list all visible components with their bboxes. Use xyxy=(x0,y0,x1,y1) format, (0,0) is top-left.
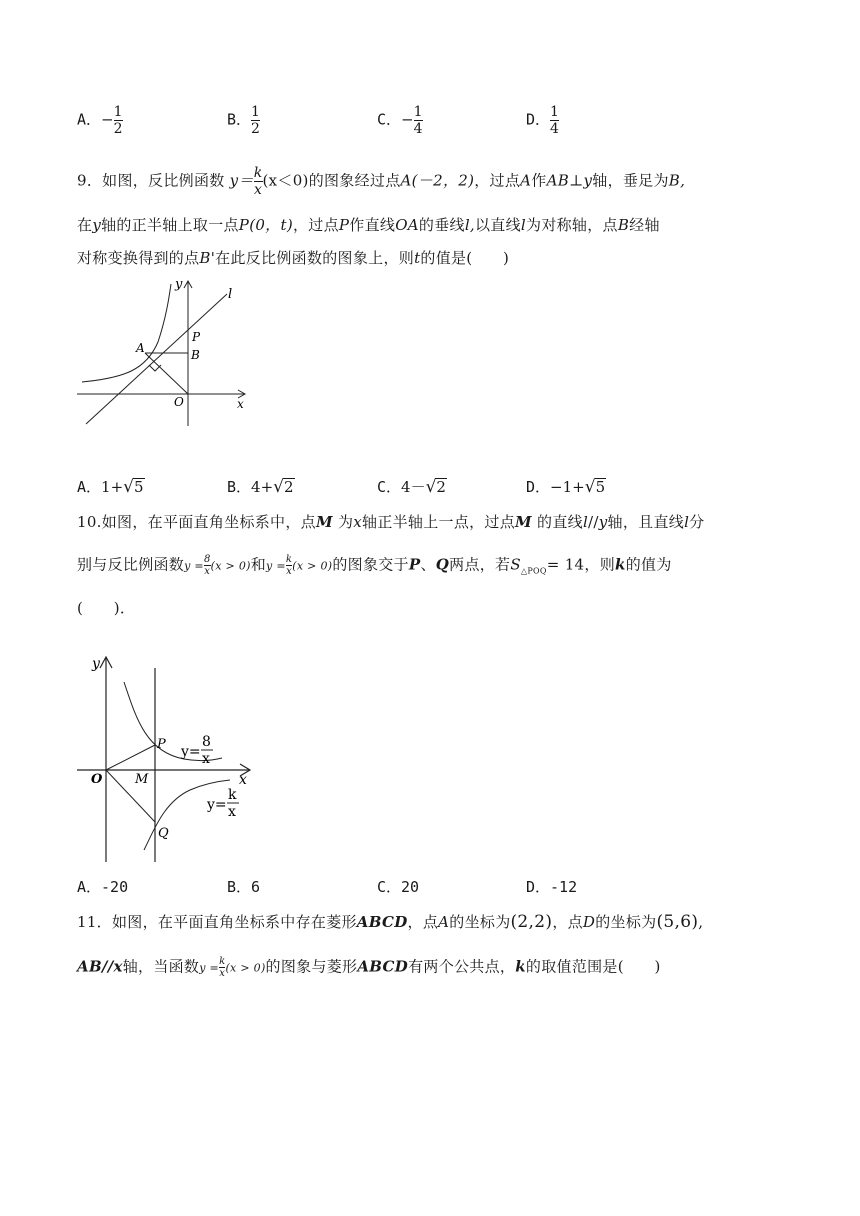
option-prefix: 1+ xyxy=(101,478,124,496)
q9-option-a[interactable] xyxy=(77,476,145,497)
q10-option-b[interactable] xyxy=(227,876,260,897)
fig-label-y: y xyxy=(175,278,183,292)
fig-label-y-eq-8: y= xyxy=(181,744,201,760)
option-sign: − xyxy=(101,110,114,129)
q8-option-b[interactable] xyxy=(227,104,260,137)
option-label: C． xyxy=(377,478,402,496)
q11-fraction-k: $\frac{k}{x}$ xyxy=(219,956,226,979)
q10-figure xyxy=(74,652,259,867)
q11-line-2: AB//x轴，当函数y = $\frac{k}{x}$ (x > 0)的图象与菱形ABCD有两个公共点，k的取值范围是( ) xyxy=(77,956,661,979)
q8-option-d[interactable] xyxy=(526,104,559,137)
q8-option-c[interactable] xyxy=(377,104,423,137)
fig-label-x: x xyxy=(237,397,244,411)
segment-op xyxy=(106,745,155,770)
option-label: D． xyxy=(526,878,551,896)
fig-label-o: O xyxy=(91,772,103,787)
q10-line-2: 别与反比例函数y = $\frac{8}{x}$ (x > 0)和y = $\frac{k}{x}$ (x > 0)的图象交于P、Q两点，若$S_{\triangle POQ}= 14$，则k的值为 xyxy=(77,554,672,577)
fig-label-b: B xyxy=(191,348,200,362)
option-fraction: $\frac{1}{2}$ xyxy=(251,104,260,137)
fig-label-p: P xyxy=(157,737,166,752)
option-label: A． xyxy=(77,878,102,896)
option-radicand: 5 xyxy=(134,478,144,496)
option-value: -12 xyxy=(550,878,578,896)
fig-label-a: A xyxy=(136,341,145,355)
option-value: 6 xyxy=(251,878,261,896)
option-sign: − xyxy=(401,110,414,129)
option-label: B． xyxy=(227,478,252,496)
fig-label-l: l xyxy=(228,287,233,302)
segment-oa xyxy=(145,353,188,394)
fig-label-k-den: x xyxy=(228,804,236,820)
q9-option-d[interactable] xyxy=(526,476,606,497)
fig-label-8-num: 8 xyxy=(202,734,211,750)
q11-line-1: 11．如图，在平面直角坐标系中存在菱形ABCD，点A的坐标为(2,2)，点D的坐标为(5,6), xyxy=(77,912,704,932)
option-radicand: 5 xyxy=(595,478,606,496)
option-label: A． xyxy=(77,110,102,129)
fig-label-p: P xyxy=(192,330,201,344)
q9-line-2: 在y轴的正半轴上取一点P(0，t)，过点P作直线OA的垂线l,以直线l为对称轴，点B经轴 xyxy=(77,216,660,234)
q9-figure xyxy=(74,278,254,428)
q8-option-a[interactable] xyxy=(77,104,123,137)
sqrt-icon: √ xyxy=(273,477,284,497)
fig-label-y-eq-k: y= xyxy=(207,797,227,813)
option-label: B． xyxy=(227,110,252,129)
sqrt-icon: √ xyxy=(123,477,134,497)
option-label: C． xyxy=(377,878,402,896)
fig-label-y: y xyxy=(92,656,100,672)
q10-option-a[interactable] xyxy=(77,876,128,897)
option-value: 20 xyxy=(401,878,420,896)
line-l xyxy=(86,294,227,424)
sqrt-icon: √ xyxy=(425,477,437,497)
option-label: D． xyxy=(526,478,551,496)
q10-fraction-8: $\frac{8}{x}$ xyxy=(203,554,211,577)
sqrt-icon: √ xyxy=(584,477,596,497)
fig-label-m: M xyxy=(135,772,149,787)
option-prefix: 4+ xyxy=(251,478,274,496)
fig-label-k-num: k xyxy=(228,787,237,803)
q10-option-c[interactable] xyxy=(377,876,419,897)
fig-label-8-den: x xyxy=(202,751,210,767)
option-prefix: 4－ xyxy=(401,478,426,496)
option-radicand: 2 xyxy=(284,478,294,496)
q9-option-b[interactable] xyxy=(227,476,295,497)
q9-fraction: $\frac{k}{x}$ xyxy=(253,165,263,198)
fig-label-o: O xyxy=(174,395,184,409)
q10-line-3: ( )． xyxy=(77,599,136,617)
option-label: C． xyxy=(377,110,402,129)
curve-y-k-over-x xyxy=(144,780,230,850)
q9-line-1: 9．如图，反比例函数 y＝ $\frac{k}{x}$ (x＜0)的图象经过点A(－2，2)，过点A作AB⊥y轴，垂足为B, xyxy=(77,165,686,198)
option-prefix: −1+ xyxy=(550,478,585,496)
q9-option-c[interactable] xyxy=(377,476,447,497)
q10-line-1: 10.如图，在平面直角坐标系中，点M 为x轴正半轴上一点，过点M 的直线l//y轴，且直线l分 xyxy=(77,513,705,531)
option-fraction: $\frac{1}{4}$ xyxy=(413,104,423,137)
q10-option-d[interactable] xyxy=(526,876,577,897)
option-label: A． xyxy=(77,478,102,496)
option-fraction: $\frac{1}{2}$ xyxy=(113,104,123,137)
option-value: -20 xyxy=(101,878,129,896)
q10-fraction-k: $\frac{k}{x}$ xyxy=(285,554,293,577)
option-radicand: 2 xyxy=(436,478,446,496)
q9-line-3: 对称变换得到的点B'在此反比例函数的图象上，则t的值是( ) xyxy=(77,249,510,267)
option-label: B． xyxy=(227,878,252,896)
hyperbola-curve xyxy=(82,284,171,382)
fig-label-q: Q xyxy=(158,826,169,841)
fig-label-x: x xyxy=(239,772,247,788)
option-label: D． xyxy=(526,110,551,129)
option-fraction: $\frac{1}{4}$ xyxy=(550,104,559,137)
